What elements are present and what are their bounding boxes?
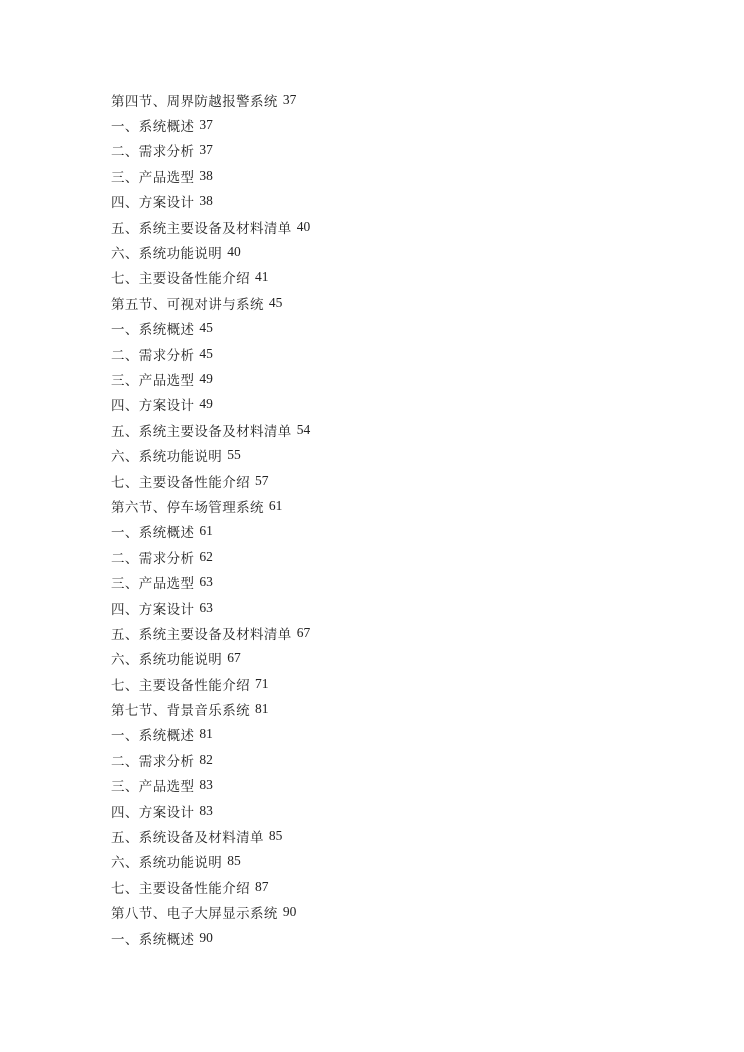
toc-entry-page-number: 49 [199, 396, 213, 412]
toc-entry-title: 第四节、周界防越报警系统 [111, 93, 278, 110]
toc-entry [111, 874, 671, 899]
toc-entry [111, 138, 671, 163]
toc-entry-title: 第六节、停车场管理系统 [111, 499, 264, 516]
toc-entry-section [111, 900, 671, 925]
toc-entry [111, 798, 671, 823]
toc-entry-page-number: 40 [227, 244, 241, 260]
toc-entry-page-number: 37 [199, 142, 213, 158]
toc-entry [111, 189, 671, 214]
toc-entry-page-number: 90 [282, 904, 297, 920]
toc-entry-title: 第五节、可视对讲与系统 [111, 296, 264, 313]
toc-entry-page-number: 38 [199, 193, 213, 209]
toc-entry-page-number: 37 [282, 91, 297, 107]
toc-entry-page-number: 49 [199, 370, 213, 386]
toc-entry [111, 214, 671, 239]
toc-entry-page-number: 45 [199, 320, 213, 336]
toc-entry-page-number: 57 [255, 472, 269, 488]
toc-entry [111, 620, 671, 645]
toc-entry-page-number: 62 [199, 548, 213, 564]
toc-entry-section [111, 87, 671, 112]
toc-entry-page-number: 61 [268, 497, 283, 513]
toc-entry-page-number: 81 [199, 726, 213, 742]
toc-entry-page-number: 45 [199, 345, 213, 361]
toc-entry-page-number: 90 [199, 929, 213, 945]
toc-entry [111, 544, 671, 569]
toc-entry-title: 四、方案设计 [111, 804, 195, 821]
toc-entry [111, 519, 671, 544]
toc-entry-title: 五、系统主要设备及材料清单 [111, 626, 292, 643]
toc-entry [111, 468, 671, 493]
toc-entry [111, 417, 671, 442]
toc-entry [111, 773, 671, 798]
toc-entry-page-number: 83 [199, 777, 213, 793]
toc-entry-title: 五、系统主要设备及材料清单 [111, 220, 292, 237]
toc-entry-title: 七、主要设备性能介绍 [111, 677, 250, 694]
toc-entry-page-number: 61 [199, 523, 213, 539]
toc-entry-page-number: 67 [296, 624, 311, 640]
toc-entry-page-number: 71 [255, 675, 269, 691]
toc-entry-title: 三、产品选型 [111, 576, 195, 593]
toc-entry-page-number: 81 [255, 701, 269, 717]
toc-entry-page-number: 37 [199, 117, 213, 133]
toc-entry-section [111, 696, 671, 721]
toc-entry [111, 747, 671, 772]
toc-entry [111, 925, 671, 950]
toc-entry-page-number: 82 [199, 751, 213, 767]
toc-entry [111, 849, 671, 874]
toc-entry [111, 112, 671, 137]
toc-entry-title: 一、系统概述 [111, 322, 195, 339]
toc-entry-page-number: 83 [199, 802, 213, 818]
toc-entry [111, 163, 671, 188]
toc-entry [111, 595, 671, 620]
toc-entry-title: 五、系统主要设备及材料清单 [111, 423, 292, 440]
toc-entry [111, 316, 671, 341]
toc-entry [111, 341, 671, 366]
toc-entry-page-number: 41 [255, 269, 269, 285]
toc-entry-title: 六、系统功能说明 [111, 449, 223, 466]
toc-entry-page-number: 85 [227, 853, 241, 869]
toc-entry-title: 一、系统概述 [111, 119, 195, 136]
toc-entry-page-number: 54 [296, 421, 311, 437]
toc-entry-title: 七、主要设备性能介绍 [111, 271, 250, 288]
toc-entry-title: 四、方案设计 [111, 398, 195, 415]
toc-entry-title: 二、需求分析 [111, 144, 195, 161]
toc-entry-title: 二、需求分析 [111, 347, 195, 364]
toc-entry-title: 一、系统概述 [111, 728, 195, 745]
toc-entry-page-number: 38 [199, 167, 213, 183]
toc-entry-title: 一、系统概述 [111, 525, 195, 542]
toc-entry-title: 三、产品选型 [111, 169, 195, 186]
toc-entry-title: 五、系统设备及材料清单 [111, 830, 264, 847]
toc-entry-section [111, 493, 671, 518]
toc-entry [111, 265, 671, 290]
toc-entry-title: 七、主要设备性能介绍 [111, 474, 250, 491]
toc-entry-title: 四、方案设计 [111, 601, 195, 618]
toc-entry [111, 366, 671, 391]
toc-entry [111, 722, 671, 747]
toc-entry-section [111, 290, 671, 315]
toc-entry [111, 442, 671, 467]
toc-entry-title: 二、需求分析 [111, 753, 195, 770]
toc-entry-page-number: 63 [199, 599, 213, 615]
toc-entry-page-number: 63 [199, 574, 213, 590]
toc-entry-title: 第八节、电子大屏显示系统 [111, 906, 278, 923]
toc-entry [111, 823, 671, 848]
toc-entry-title: 三、产品选型 [111, 372, 195, 389]
toc-entry-title: 四、方案设计 [111, 195, 195, 212]
toc-entry-title: 一、系统概述 [111, 931, 195, 948]
toc-entry [111, 646, 671, 671]
toc-entry-title: 三、产品选型 [111, 779, 195, 796]
toc-entry-page-number: 55 [227, 447, 241, 463]
toc-entry-page-number: 85 [268, 828, 283, 844]
toc-entry-title: 第七节、背景音乐系统 [111, 703, 250, 720]
toc-entry [111, 392, 671, 417]
toc-entry-page-number: 87 [255, 878, 269, 894]
toc-entry [111, 671, 671, 696]
table-of-contents [111, 87, 671, 950]
toc-entry-title: 六、系统功能说明 [111, 246, 223, 263]
toc-entry-title: 六、系统功能说明 [111, 652, 223, 669]
toc-entry-title: 七、主要设备性能介绍 [111, 880, 250, 897]
toc-entry-title: 六、系统功能说明 [111, 855, 223, 872]
toc-entry-page-number: 40 [296, 218, 311, 234]
toc-entry-title: 二、需求分析 [111, 550, 195, 567]
toc-entry-page-number: 67 [227, 650, 241, 666]
toc-entry [111, 239, 671, 264]
toc-entry-page-number: 45 [268, 294, 283, 310]
toc-entry [111, 569, 671, 594]
